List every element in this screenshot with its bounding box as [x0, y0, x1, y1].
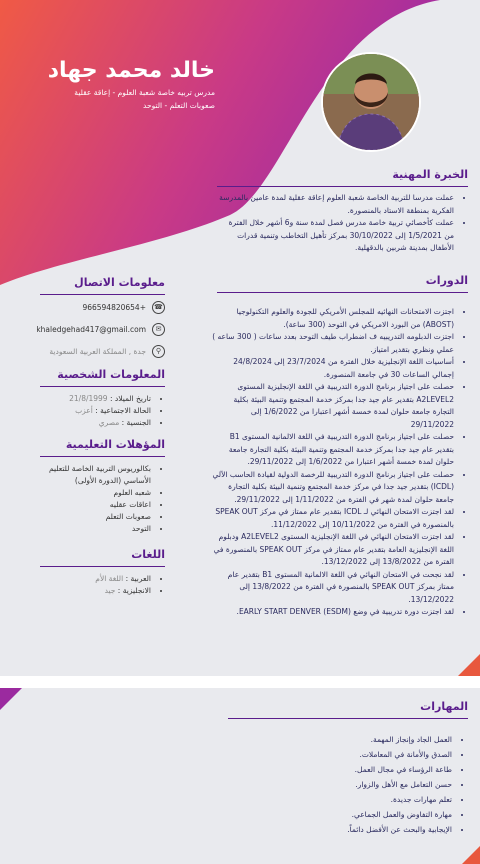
- language-english: [40, 585, 151, 597]
- education-item: • شعبه العلوم: [40, 487, 151, 499]
- personal-title: المعلومات الشخصية: [57, 368, 165, 381]
- experience-list: [217, 192, 468, 255]
- education-item: • التوحد: [40, 523, 151, 535]
- birth-label: تاريخ الميلاد :: [109, 394, 151, 403]
- contact-section: [36, 276, 165, 367]
- resume-page-2: [0, 688, 480, 864]
- candidate-name: خالد محمد جهاد: [47, 58, 215, 83]
- skill-item: • طاعة الرؤساء في مجال العمل.: [220, 762, 452, 777]
- education-title: المؤهلات التعليمية: [65, 438, 165, 451]
- contact-phone-row: [40, 301, 165, 314]
- english-value: جيد: [104, 586, 116, 595]
- course-item: • حصلت على اجتياز برنامج الدورة التدريبية في اللغة الإنجليزية المستوى A2LEVEL2 بتقدير عام جيد جدا بمركز خدمة المجتمع وتنمية البيئة بكلية التجارة جامعة حلوان لمدة خمسة أشهر اعتبارا من 1/6/2022 إلى 29/11/2022: [212, 381, 454, 431]
- nationality-label: الجنسية :: [121, 418, 151, 427]
- contact-email[interactable]: khaledgehad417@gmail.com: [36, 325, 146, 334]
- languages-rule: [40, 566, 165, 567]
- skills-list: [220, 732, 466, 837]
- course-item: • اجتزت الدبلومه التدريبيه ف اضطراب طيف التوحد بعدد ساعات ( 300 ساعه ) عملي ونظري بتقدير امتياز.: [212, 331, 454, 356]
- experience-item: • عملت كأخصائي تربية خاصة مدرس فصل لمدة سنة و6 أشهر خلال الفترة من 1/5/2021 إلى 30/10/2022 بمركز تأهيل التخاطب وتنمية قدرات الأطفال بمدينة شربين بالدقهلية.: [217, 217, 454, 255]
- candidate-subtitle: مدرس تربيه خاصة شعبة العلوم - إعاقة عقلية صعوبات التعلم - التوحد: [74, 88, 215, 110]
- course-item: • أساسيات اللغة الإنجليزية خلال الفترة من 23/7/2024 إلى 24/8/2024 إجمالي الساعات 30 في جامعة المنصورة.: [212, 356, 454, 381]
- contact-email-row: [36, 323, 165, 336]
- skills-title: المهارات: [420, 700, 468, 713]
- courses-rule: [217, 292, 468, 293]
- corner-accent: [462, 846, 480, 864]
- courses-list: [212, 306, 468, 619]
- course-item: • اجتزت الامتحانات النهائيه للمجلس الأمريكي للجودة والعلوم التكنولوجيا (ABOST) من البورد الامريكي في التوحد (300 ساعة).: [212, 306, 454, 331]
- education-item: • اعاقات عقليه: [40, 499, 151, 511]
- contact-rule: [40, 294, 165, 295]
- education-section: [40, 438, 165, 535]
- skill-item: • تعلم مهارات جديدة.: [220, 792, 452, 807]
- language-arabic: [40, 573, 151, 585]
- nationality-value: مصري: [98, 418, 120, 427]
- profile-photo: [321, 52, 421, 152]
- skill-item: • الصدق والأمانة في المعاملات.: [220, 747, 452, 762]
- contact-title: معلومات الاتصال: [74, 276, 165, 289]
- personal-rule: [40, 386, 165, 387]
- personal-status: [40, 405, 151, 417]
- personal-section: [40, 368, 165, 429]
- experience-rule: [217, 186, 468, 187]
- skill-item: • مهارة التفاوض والعمل الجماعي.: [220, 807, 452, 822]
- arabic-value: اللغة الأم: [95, 574, 124, 583]
- skills-rule: [228, 718, 468, 719]
- experience-item: • عملت مدرسا للتربية الخاصة شعبة العلوم إعاقة عقلية لمدة عامين بالمدرسة الفكرية بمنطقة الاستاد بالمنصورة.: [217, 192, 454, 217]
- languages-section: [40, 548, 165, 597]
- status-label: الحالة الاجتماعية :: [95, 406, 151, 415]
- course-item: • لقد اجتزت الامتحان النهائي لـ ICDL بتقدير عام ممتاز في مركز SPEAK OUT بالمنصورة في الفترة من 10/11/2022 إلى 11/12/2022.: [212, 506, 454, 531]
- skill-item: • حسن التعامل مع الأهل والزوار.: [220, 777, 452, 792]
- status-value: أعزب: [75, 406, 93, 415]
- personal-birth: [40, 393, 151, 405]
- corner-accent: [0, 688, 22, 710]
- personal-nationality: [40, 417, 151, 429]
- contact-phone[interactable]: +966594820654: [82, 303, 146, 312]
- contact-location-row: [40, 345, 165, 358]
- header-gradient-shape: [0, 0, 480, 300]
- course-item: • لقد اجتزت دورة تدريبية في وضع EARLY START DENVER (ESDM).: [212, 606, 454, 619]
- contact-location: جدة , المملكة العربية السعودية: [49, 347, 146, 356]
- phone-icon: ☎: [152, 301, 165, 314]
- experience-title: الخبرة المهنية: [392, 168, 468, 181]
- education-item: • بكالوريوس التربية الخاصة للتعليم الأساسي (الدورة الأولى): [40, 463, 151, 487]
- education-rule: [40, 456, 165, 457]
- english-label: الانجليزية :: [117, 586, 151, 595]
- courses-title: الدورات: [425, 274, 468, 287]
- course-item: • لقد نجحت في الامتحان النهائي في اللغة الالمانية المستوى B1 بتقدير عام ممتاز بمركز SPEAK OUT بالمنصورة في الفترة من 13/8/2022 إلى 13/12/2022.: [212, 569, 454, 607]
- course-item: • حصلت على اجتياز برنامج الدورة التدريبية للرخصة الدولية لقيادة الحاسب الآلي (ICDL) بتقدير جيد جدا في مركز خدمة المجتمع وتنمية البيئة بكلية التجارة جامعة حلوان لمدة شهر في الفترة من 1/11/2022 إلى 29/11/2022.: [212, 469, 454, 507]
- course-item: • لقد اجتزت الامتحان النهائي في اللغة الإنجليزية المستوى A2LEVEL2 ودبلوم اللغة الإنجليزية العامة بتقدير عام ممتاز في مركز SPEAK OUT بالمنصورة في الفترة من 13/8/2022 إلى 13/12/2022.: [212, 531, 454, 569]
- arabic-label: العربية :: [125, 574, 151, 583]
- birth-value: 21/8/1999: [69, 394, 108, 403]
- corner-accent: [458, 654, 480, 676]
- email-icon: ✉: [152, 323, 165, 336]
- education-item: • صعوبات التعلم: [40, 511, 151, 523]
- languages-title: اللغات: [131, 548, 165, 561]
- location-pin-icon: ⚲: [152, 345, 165, 358]
- course-item: • حصلت على اجتياز برنامج الدورة التدريبية في اللغة الالمانية المستوى B1 بتقدير عام جيد جدا بمركز خدمة المجتمع وتنمية البيئة بكلية التجارة جامعة حلوان لمدة خمسة أشهر اعتبارا من 1/6/2022 إلى 29/11/2022.: [212, 431, 454, 469]
- skill-item: • العمل الجاد وإنجاز المهمة.: [220, 732, 452, 747]
- skill-item: • الإيجابية والبحث عن الأفضل دائماً.: [220, 822, 452, 837]
